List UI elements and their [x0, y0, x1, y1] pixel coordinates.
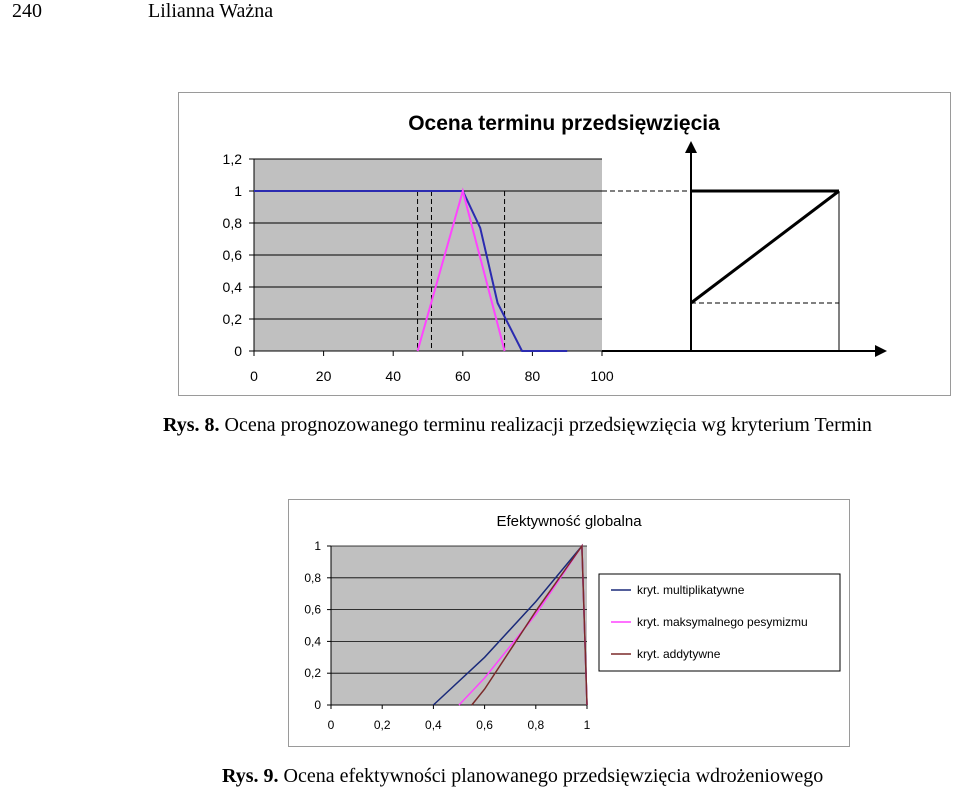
mapping-diagonal [691, 191, 839, 303]
figure-9-chart [289, 500, 849, 746]
legend [599, 574, 840, 671]
figure-9-caption-text: Ocena efektywności planowanego przedsięwzięcia wdrożeniowego [283, 765, 824, 787]
running-head-author: Lilianna Ważna [148, 0, 274, 22]
y-tick-label: 0 [314, 698, 321, 712]
y-tick-label: 1 [234, 183, 242, 199]
x-tick-label: 0,2 [373, 718, 391, 732]
figure-9-chart-box [288, 499, 850, 747]
y-tick-label: 0,8 [222, 215, 242, 231]
x-tick-label: 0 [327, 718, 335, 732]
y-tick-label: 0,6 [222, 247, 242, 263]
y-tick-label: 0,4 [304, 634, 321, 649]
y-tick-label: 1,2 [222, 151, 242, 167]
figure-8-chart [179, 93, 950, 395]
page-number: 240 [12, 0, 42, 22]
x-tick-label: 0 [250, 368, 258, 384]
legend-label: kryt. maksymalnego pesymizmu [637, 615, 808, 629]
figure-8-caption-text: Ocena prognozowanego terminu realizacji przedsięwzięcia wg kryterium Termin [224, 414, 872, 436]
y-tick-label: 0,4 [222, 279, 242, 295]
y-tick-label: 0 [234, 343, 242, 359]
x-tick-label: 40 [385, 368, 401, 384]
y-tick-label: 0,2 [222, 311, 242, 327]
y-tick-label: 0,6 [304, 602, 321, 617]
y-tick-label: 1 [314, 539, 321, 553]
arrow-up-icon [685, 141, 697, 153]
chart-title: Ocena terminu przedsięwzięcia [408, 112, 720, 135]
figure-9-label: Rys. 9. [222, 765, 279, 787]
x-tick-label: 1 [583, 718, 591, 732]
figure-8-caption [163, 414, 872, 437]
y-tick-label: 0,2 [304, 666, 321, 681]
legend-label: kryt. addytywne [637, 647, 721, 661]
chart-title: Efektywność globalna [496, 513, 642, 530]
y-tick-label: 0,8 [304, 570, 321, 585]
figure-8-label: Rys. 8. [163, 414, 220, 436]
x-tick-label: 0,8 [527, 718, 545, 732]
figure-8-chart-box [178, 92, 951, 396]
x-tick-label: 20 [315, 368, 332, 384]
legend-label: kryt. multiplikatywne [637, 583, 745, 597]
arrow-right-icon [875, 345, 887, 357]
x-tick-label: 0,6 [476, 718, 493, 732]
figure-9-caption [222, 765, 823, 788]
x-tick-label: 80 [524, 368, 541, 384]
x-tick-label: 0,4 [425, 718, 442, 732]
x-tick-label: 60 [455, 368, 471, 384]
x-tick-label: 100 [590, 368, 614, 384]
